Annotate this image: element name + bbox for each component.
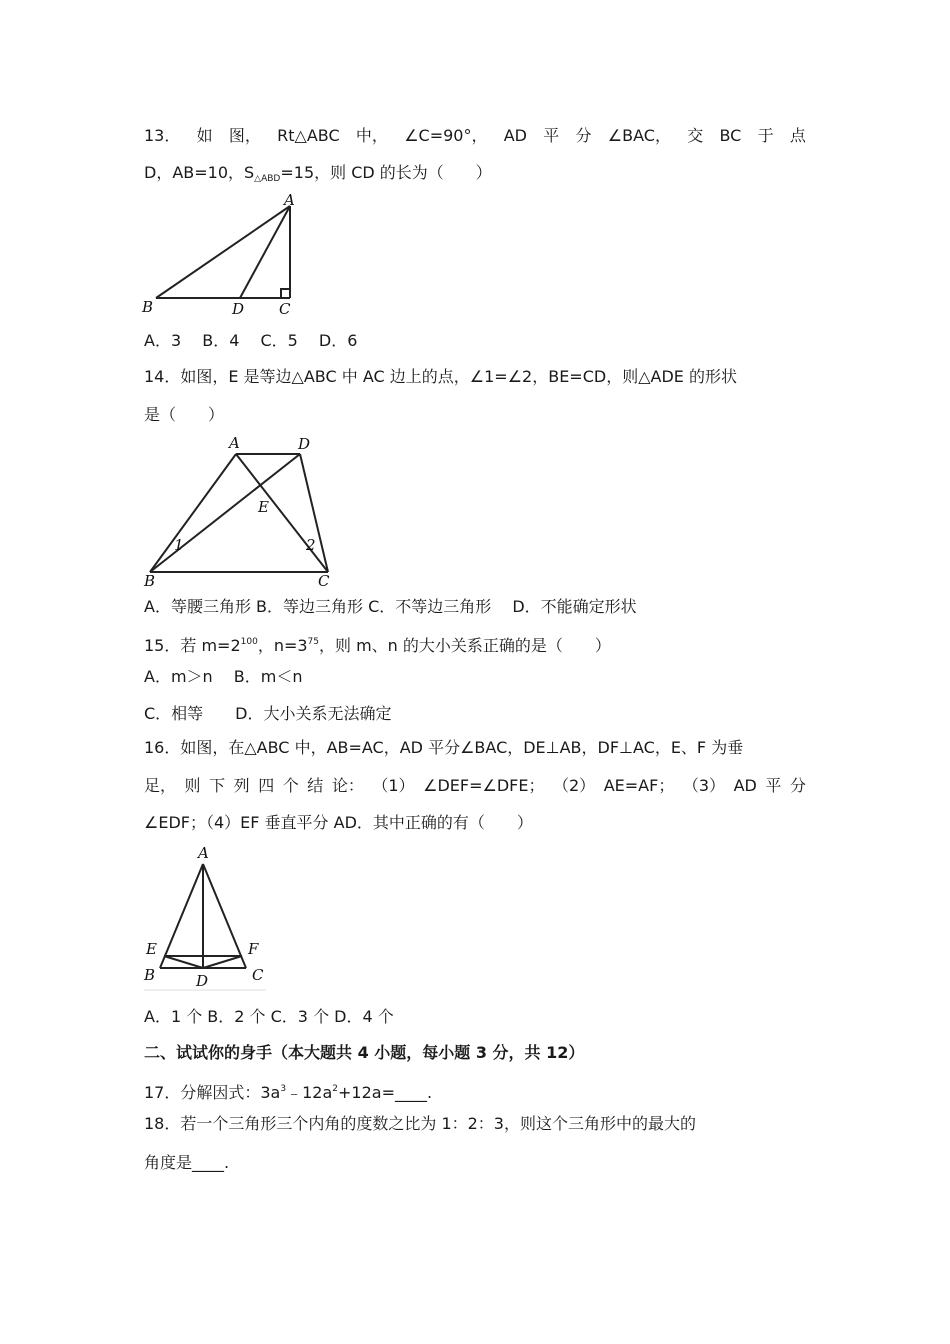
label-a: A (229, 434, 240, 452)
label-2: 2 (306, 536, 316, 554)
q13-line1-word: 平 (543, 126, 560, 145)
q13-line1-word: 如 (196, 126, 213, 145)
q13-line1-word: ∠BAC， (607, 126, 671, 145)
segment-ab (156, 206, 290, 298)
q14-options: A．等腰三角形 B．等边三角形 C．不等边三角形 D．不能确定形状 (144, 597, 637, 616)
q16-line2-word: 则 (184, 776, 201, 795)
q14-figure (140, 430, 340, 594)
q13-line1 (144, 125, 806, 147)
label-c: C (318, 572, 330, 590)
q16-line2-word: AE=AF； (603, 776, 675, 795)
q14-line1: 14．如图，E 是等边△ABC 中 AC 边上的点，∠1=∠2，BE=CD，则△ADE 的形状 (144, 367, 737, 386)
label-b: B (144, 966, 156, 984)
q16-line2-word: 分 (789, 776, 806, 795)
q18-line1: 18．若一个三角形三个内角的度数之比为 1：2：3，则这个三角形中的最大的 (144, 1114, 696, 1133)
q16-line2-word: 足， (144, 776, 177, 795)
q13-options: A．3 B．4 C．5 D．6 (144, 331, 358, 350)
q13-line1-word: 点 (789, 126, 806, 145)
q16-line2-word: （1） (372, 776, 415, 795)
q16-line2-word: AD (733, 776, 757, 795)
label-e: E (258, 498, 269, 516)
q16-line1: 16．如图，在△ABC 中，AB=AC，AD 平分∠BAC，DE⊥AB，DF⊥AC，E、F 为垂 (144, 738, 744, 757)
q13-line1-word: 13． (144, 126, 181, 145)
q13-line1-word: 交 (687, 126, 704, 145)
section2-heading: 二、试试你的身手（本大题共 4 小题，每小题 3 分，共 12） (144, 1043, 585, 1062)
q14-line2: 是（ ） (144, 405, 225, 424)
q13-line1-word: 图， (228, 126, 261, 145)
segment-de (164, 956, 203, 968)
label-d: D (232, 300, 245, 318)
q16-line2-word: （3） (682, 776, 726, 795)
q17-stem: 17．分解因式：$3a^3﹣12a^2+12a=\_\_\_\_$. (144, 1083, 433, 1102)
segment-bd (150, 454, 300, 572)
label-f: F (248, 940, 259, 958)
q13-figure (140, 192, 300, 324)
q15-options-line2: C．相等 D．大小关系无法确定 (144, 704, 392, 723)
label-a: A (198, 844, 209, 862)
label-a: A (284, 192, 295, 209)
label-c: C (279, 300, 291, 318)
q16-line2-word: 下 (209, 776, 226, 795)
segment-ac (203, 864, 246, 968)
q16-line2-word: 列 (233, 776, 250, 795)
q13-line1-word: 中， (355, 126, 388, 145)
label-d: D (196, 972, 209, 990)
label-e: E (146, 940, 157, 958)
q16-line2-word: 四 (258, 776, 275, 795)
label-b: B (144, 572, 156, 590)
q13-line2: D，AB=10，$S_{\triangle ABD}=15$，则 CD 的长为（ ） (144, 163, 492, 184)
q16-line2 (144, 775, 806, 797)
segment-ad (240, 206, 290, 298)
q16-line2-word: 结 (307, 776, 324, 795)
segment-ab (160, 864, 203, 968)
q13-line1-word: 分 (575, 126, 592, 145)
q15-options-line1: A．m＞n B．m＜n (144, 667, 303, 686)
q18-line2: 角度是____. (144, 1153, 230, 1172)
q13-line1-word: BC (719, 126, 742, 145)
label-c: C (252, 966, 264, 984)
q15-stem: 15．若 $m=2^{100}$，$n=3^{75}$，则 m、n 的大小关系正确的是（ ） (144, 636, 611, 655)
q16-line2-word: 平 (765, 776, 782, 795)
q13-line1-word: 于 (757, 126, 774, 145)
segment-df (203, 956, 242, 968)
q16-options: A．1 个 B．2 个 C．3 个 D．4 个 (144, 1007, 394, 1026)
q16-line3: ∠EDF；（4）EF 垂直平分 AD．其中正确的有（ ） (144, 813, 533, 832)
q13-line1-word: ∠C=90°， (404, 126, 488, 145)
q16-line2-word: 个 (282, 776, 299, 795)
right-angle-mark (281, 289, 290, 298)
label-d: D (298, 435, 311, 453)
q16-line2-word: ∠DEF=∠DFE； (423, 776, 545, 795)
segment-ba (150, 454, 236, 572)
q16-line2-word: 论： (331, 776, 364, 795)
q16-line2-word: （2） (553, 776, 596, 795)
label-b: B (142, 298, 154, 316)
q16-figure (140, 842, 270, 996)
label-1: 1 (174, 536, 184, 554)
q13-line1-word: AD (503, 126, 527, 145)
q13-line1-word: Rt△ABC (277, 126, 340, 145)
